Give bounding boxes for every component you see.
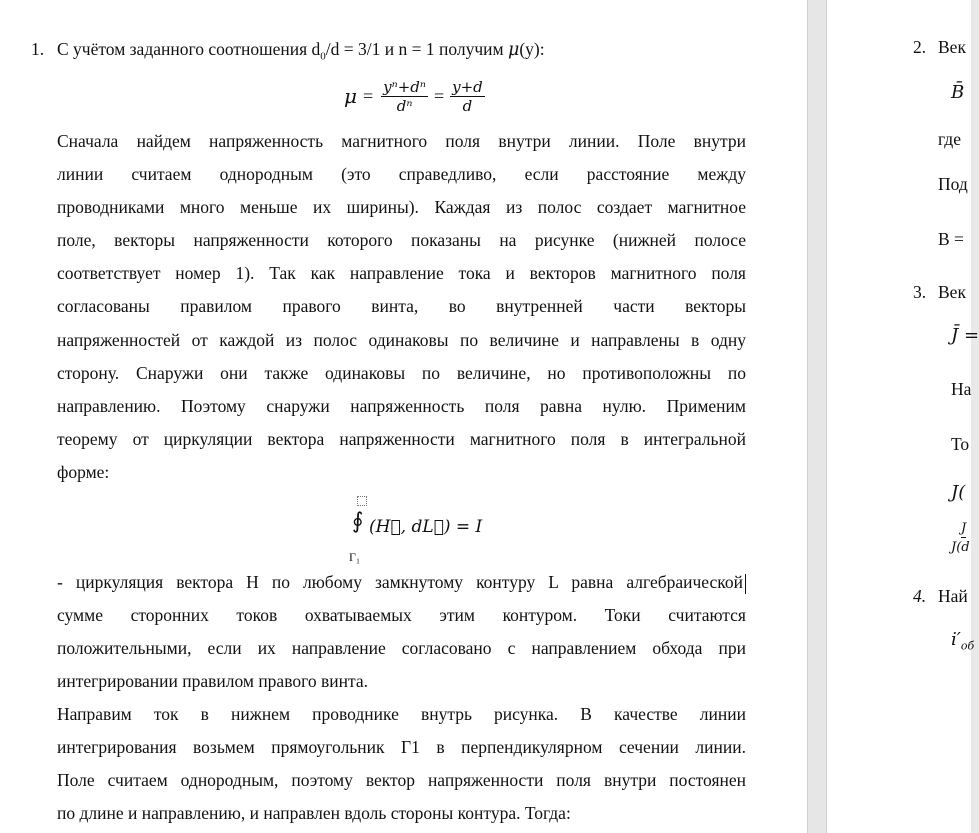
right-line-b: B̄ bbox=[951, 82, 965, 103]
formula-circulation: (H⃗, dL⃗) = I bbox=[369, 517, 483, 537]
frac2-den: d bbox=[462, 96, 473, 115]
para2-line: положительными, если их направление согласовано с направлением обхода при bbox=[57, 638, 746, 659]
para1-line: теорему от циркуляции вектора напряженности магнитного поля в интегральной bbox=[57, 428, 746, 449]
integral-icon: ∮ bbox=[352, 508, 364, 533]
para2-line-0-text: - циркуляция вектора H по любому замкнутому контуру L равна алгебраической bbox=[57, 572, 743, 592]
integral-sub: Γ₁ bbox=[349, 550, 361, 564]
frac1-num: yⁿ+dⁿ bbox=[383, 77, 426, 96]
item1-text bbox=[57, 38, 545, 68]
para1-line: форме: bbox=[57, 461, 110, 482]
right-line-gde: где bbox=[938, 129, 961, 149]
page-gap bbox=[807, 0, 827, 833]
list-number-4: 4. bbox=[913, 586, 927, 606]
item1-sub: 0 bbox=[320, 50, 326, 63]
frac1-den: dⁿ bbox=[396, 96, 413, 115]
right-line-beq: B = bbox=[938, 229, 964, 249]
para1-line: сторону. Снаружи они также одинаковы по величине, но противоположны по bbox=[57, 362, 746, 383]
right-jfrac-num: J bbox=[961, 521, 967, 536]
para1-line: поле, векторы напряженности которого показаны на рисунке (нижней полосе bbox=[57, 230, 746, 251]
right-line-j2: J( bbox=[951, 482, 966, 503]
item1-text-a: С учётом заданного соотношения d bbox=[57, 39, 321, 59]
para1-line: соответствует номер 1). Так как направление тока и векторов магнитного поля bbox=[57, 263, 746, 284]
para1-line: линии считаем однородным (это справедливо, если расстояние между bbox=[57, 164, 746, 185]
item1-text-b: /d = 3/1 и n = 1 получим bbox=[325, 39, 508, 59]
item3-text: Век bbox=[938, 282, 966, 302]
para1-line: Сначала найдем напряженность магнитного поля внутри линии. Поле внутри bbox=[57, 131, 746, 151]
formula-mu bbox=[344, 72, 487, 120]
right-line-i bbox=[951, 629, 974, 658]
right-line-j: J̄ = bbox=[951, 325, 979, 346]
para3-line: интегрирования возьмем прямоугольник Г1 в перпендикулярном сечении линии. bbox=[57, 737, 746, 758]
list-number-3: 3. bbox=[913, 282, 927, 302]
right-line-i-symbol: i′ bbox=[951, 629, 961, 650]
right-jfrac-den: J(d bbox=[951, 540, 970, 555]
item4-text: Най bbox=[938, 586, 968, 606]
para1-line: согласованы правилом правого винта, во внутренней части векторы bbox=[57, 296, 746, 317]
item1-mu: μ bbox=[507, 40, 520, 60]
para2-line-0 bbox=[57, 566, 746, 599]
item1-text-c: (y): bbox=[519, 39, 545, 59]
frac2-num: y+d bbox=[452, 77, 483, 96]
list-number-2: 2. bbox=[913, 37, 927, 57]
para1-line: направлению. Поэтому снаружи напряженность поля равна нулю. Применим bbox=[57, 395, 746, 416]
para3-line: по длине и направлению, и направлен вдоль стороны контура. Тогда: bbox=[57, 803, 571, 824]
right-line-pod: Под bbox=[938, 174, 968, 194]
equation-placeholder-icon bbox=[357, 496, 367, 506]
formula-eq1: = bbox=[363, 86, 374, 106]
right-line-na: На bbox=[951, 379, 972, 399]
list-number-1: 1. bbox=[31, 39, 45, 59]
para2-line: интегрировании правилом правого винта. bbox=[57, 671, 368, 692]
document-page-right bbox=[827, 0, 979, 833]
para3-line: Направим ток в нижнем проводнике внутрь рисунка. В качестве линии bbox=[57, 704, 746, 724]
formula-mu-symbol: μ bbox=[344, 84, 357, 108]
para1-line: проводниками много меньше их ширины). Каждая из полос создает магнитное bbox=[57, 197, 746, 218]
para3-line: Поле считаем однородным, поэтому вектор напряженности поля внутри постоянен bbox=[57, 770, 746, 791]
paragraph-2 bbox=[57, 566, 746, 698]
formula-frac1 bbox=[381, 78, 428, 115]
item2-text: Век bbox=[938, 37, 966, 57]
formula-eq2: = bbox=[433, 86, 445, 106]
para1-line: напряженностей от каждой из полос одинаковы по величине и направлены в одну bbox=[57, 329, 746, 350]
formula-frac2 bbox=[450, 78, 485, 115]
right-line-to: То bbox=[951, 434, 970, 454]
para2-line: сумме сторонних токов охватываемых этим контуром. Токи считаются bbox=[57, 605, 746, 626]
paragraph-1 bbox=[57, 125, 746, 489]
right-line-i-sub: об bbox=[960, 639, 975, 653]
text-cursor bbox=[745, 574, 746, 594]
paragraph-3 bbox=[57, 698, 746, 830]
